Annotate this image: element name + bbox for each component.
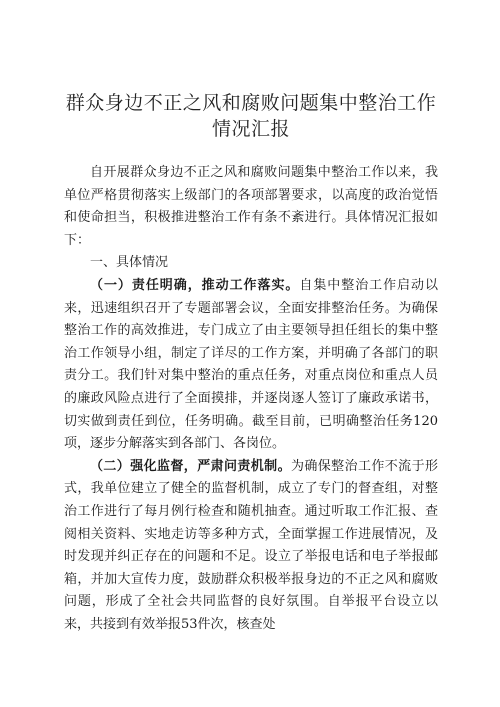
section-paragraph-2 — [64, 456, 438, 637]
section-text-2: 为确保整治工作不流于形式，我单位建立了健全的监督机制，成立了专门的督查组，对整治工作进行了每月例行检查和随机抽查。通过听取工作汇报、查阅相关资料、实地走访等多种方式，全面掌握工作进展情况，及时发现并纠正存在的问题和不足。设立了举报电话和电子举报邮箱，并加大宣传力度，鼓励群众积极举报身边的不正之风和腐败问题，形成了全社会共同监督的良好氛围。自举报平台设立以来，共接到有效举报53件次，核查处 — [64, 458, 438, 632]
section-lead-2: （二）强化监督，严肃问责机制。 — [90, 458, 291, 474]
section-paragraph-1 — [64, 275, 438, 456]
document-title: 群众身边不正之风和腐败问题集中整治工作情况汇报 — [65, 92, 437, 140]
section-lead-1: （一）责任明确，推动工作落实。 — [90, 277, 300, 293]
section-heading: 一、具体情况 — [90, 255, 169, 271]
section-text-1: 自集中整治工作启动以来，迅速组织召开了专题部署会议，全面安排整治任务。为确保整治工作的高效推进，专门成立了由主要领导担任组长的集中整治工作领导小组，制定了详尽的工作方案，并明确了各部门的职责分工。我们针对集中整治的重点任务，对重点岗位和重点人员的廉政风险点进行了全面摸排，并逐岗逐人签订了廉政承诺书，切实做到责任到位，任务明确。截至目前，已明确整治任务120项，逐步分解落实到各部门、各岗位。 — [64, 277, 438, 452]
intro-paragraph: 自开展群众身边不正之风和腐败问题集中整治工作以来，我单位严格贯彻落实上级部门的各项部署要求，以高度的政治觉悟和使命担当，积极推进整治工作有条不紊进行。具体情况汇报如下： — [64, 165, 438, 248]
document-body — [64, 162, 438, 636]
